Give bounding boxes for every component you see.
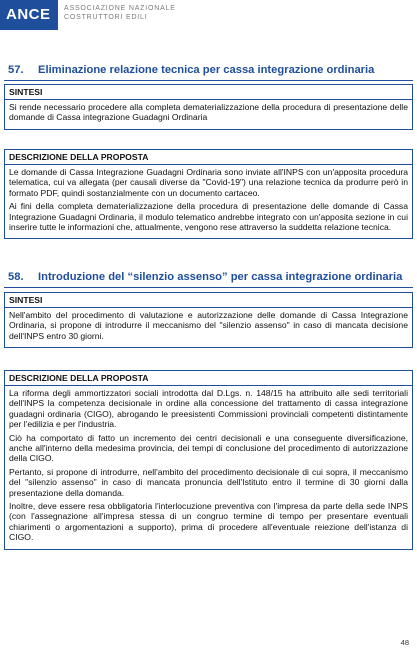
logo-subtitle-line2: COSTRUTTORI EDILI (64, 14, 148, 21)
descrizione-paragraph: La riforma degli ammortizzatori sociali introdotta dal D.Lgs. n. 148/15 ha attribuito alle sedi territoriali dell'INPS la competenza decisionale in ordine alla concessione del trattamento di cassa integrazione guadagni ordinaria (CIGO), abrogando le preesistenti Commissioni provinciali competenti distintamente per l'edilizia e per l'industria. (9, 388, 408, 430)
descrizione-box-58 (4, 370, 413, 550)
section-divider (4, 80, 413, 81)
page-header (0, 0, 417, 36)
descrizione-paragraph: Ciò ha comportato di fatto un incremento dei centri decisionali e una conseguente diversificazione, anche all'interno della medesima provincia, dei tempi di conclusione del procedimento di autorizzazione della CIGO. (9, 432, 408, 464)
sintesi-box-58 (4, 292, 413, 348)
sintesi-text: Si rende necessario procedere alla completa dematerializzazione della procedura di presentazione delle domande di Cassa integrazione Guadagni Ordinaria (9, 102, 408, 123)
sintesi-title: SINTESI (5, 86, 412, 100)
descrizione-paragraph: Ai fini della completa dematerializzazione della procedura di presentazione delle domande di Cassa Integrazione Guadagni Ordinaria, il modulo telematico andrebbe integrato con un'apposita sezione in cui inserire tutte le informazioni che, attualmente, vengono rese attraverso la suddetta relazione tecnica. (9, 201, 408, 233)
descrizione-box-57 (4, 149, 413, 239)
section-heading: Introduzione del “silenzio assenso” per cassa integrazione ordinaria (38, 271, 403, 283)
section-57-title (8, 64, 408, 76)
descrizione-paragraph: Pertanto, si propone di introdurre, nell'ambito del procedimento decisionale di cui sopra, il meccanismo del "silenzio assenso" in caso di mancata pronuncia dell'Istituto entro il termine di 30 giorni dalla presentazione della domanda. (9, 466, 408, 498)
section-number: 58. (8, 271, 24, 283)
descrizione-paragraph: Le domande di Cassa Integrazione Guadagni Ordinaria sono inviate all'INPS con un'apposita procedura telematica, cui va allegata (per causali diverse da "Covid-19") una relazione tecnica da produrre però in formato PDF, quindi sostanzialmente con un documento cartaceo. (9, 167, 408, 198)
page-number: 48 (400, 638, 409, 647)
ance-logo: ANCE (0, 0, 58, 30)
logo-subtitle-line1: ASSOCIAZIONE NAZIONALE (64, 5, 176, 12)
logo-subtitle (64, 4, 176, 22)
sintesi-title: SINTESI (5, 294, 412, 308)
sintesi-box-57 (4, 84, 413, 130)
section-divider (4, 287, 413, 288)
sintesi-text: Nell'ambito del procedimento di valutazione e autorizzazione delle domande di Cassa Integrazione Ordinaria, si propone di introdurre il meccanismo del "silenzio assenso" in caso di mancata decisione dell'INPS entro 30 giorni. (9, 310, 408, 341)
descrizione-paragraph: Inoltre, deve essere resa obbligatoria l'interlocuzione preventiva con l'impresa da parte della sede INPS (con l'assegnazione all'impresa stessa di un congruo termine di tempo per presentare eventuali chiarimenti o argomentazioni a supporto), prima di procedere all'eventuale reiezione dell'istanza di CIGO. (9, 501, 408, 543)
section-58-title (8, 271, 408, 283)
section-number: 57. (8, 64, 24, 76)
descrizione-title: DESCRIZIONE DELLA PROPOSTA (5, 372, 412, 386)
descrizione-title: DESCRIZIONE DELLA PROPOSTA (5, 151, 412, 165)
section-heading: Eliminazione relazione tecnica per cassa integrazione ordinaria (38, 64, 375, 76)
